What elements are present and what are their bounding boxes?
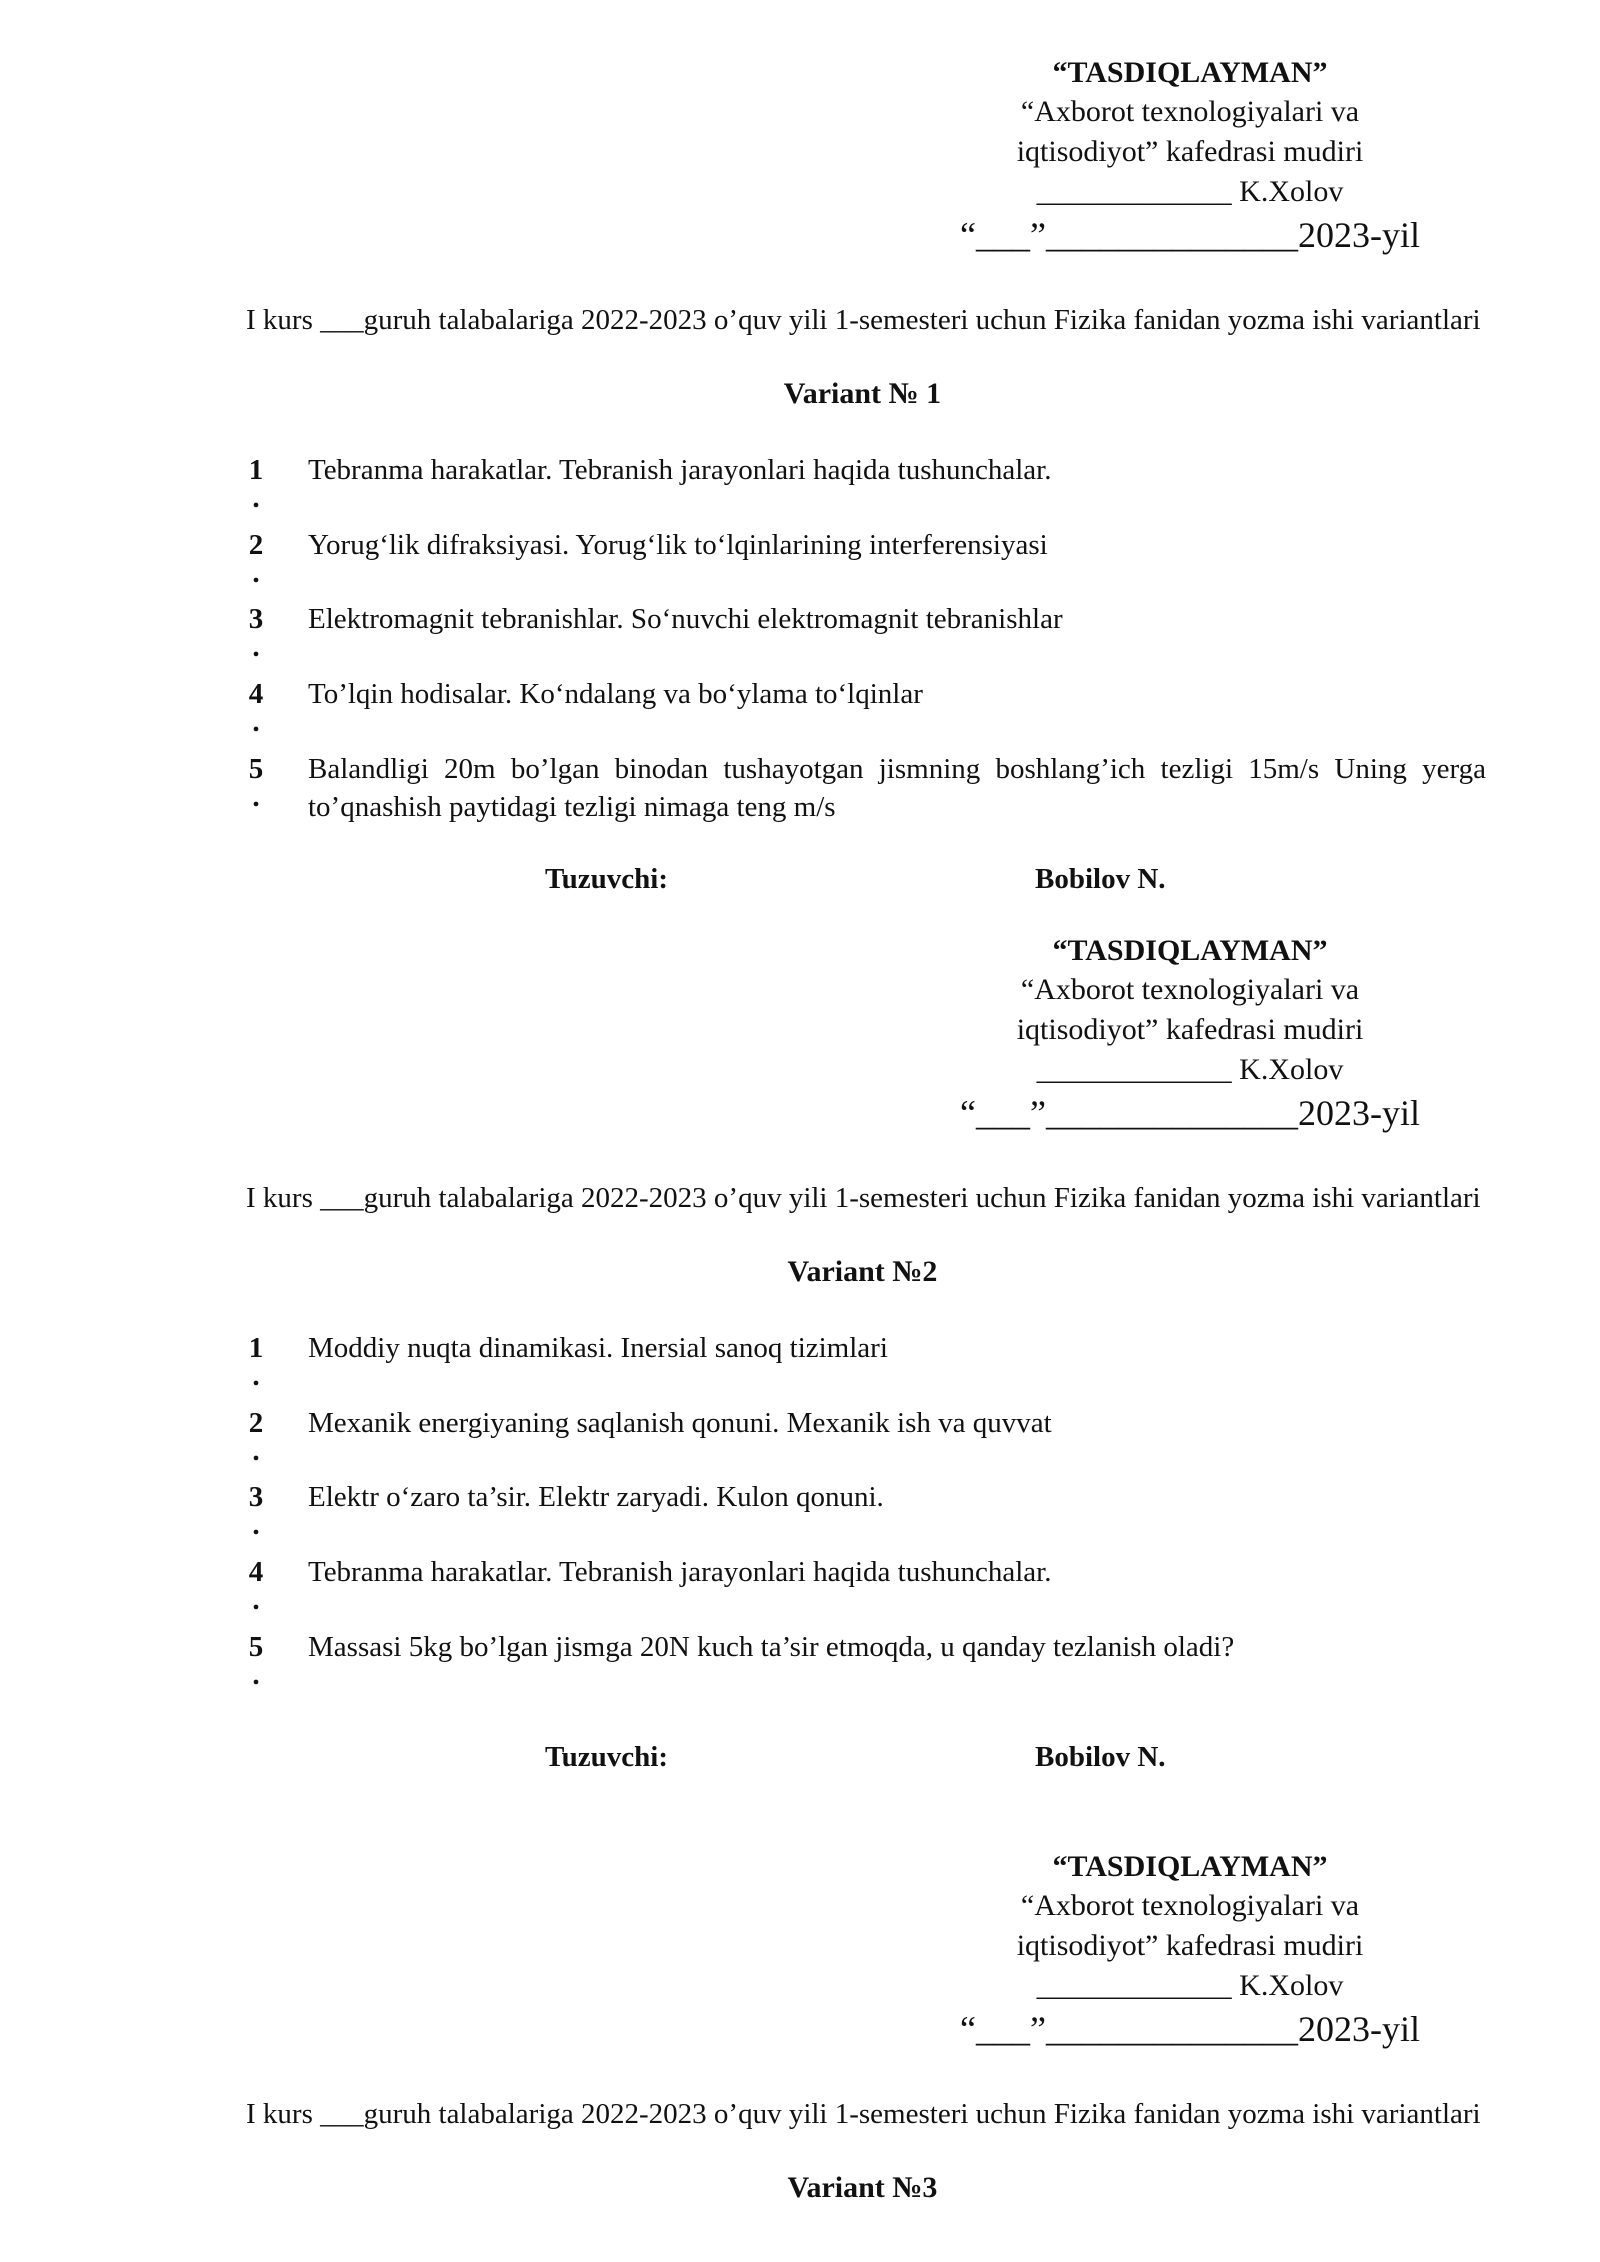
question-number: 2	[248, 1407, 264, 1439]
question-item	[246, 600, 1486, 663]
question-item	[246, 750, 1486, 830]
question-number: 3	[248, 1481, 264, 1513]
question-number-dot: .	[252, 1435, 260, 1467]
question-item	[246, 1404, 1486, 1467]
question-item	[246, 526, 1486, 589]
approval-title: “TASDIQLAYMAN”	[1052, 934, 1328, 967]
question-text: Tebranma harakatlar. Tebranish jarayonlari haqida tushunchalar.	[308, 1556, 1052, 1588]
approval-head-line: iqtisodiyot” kafedrasi mudiri	[1016, 1013, 1364, 1046]
approval-date-line: “___”______________2023-yil	[960, 215, 1420, 255]
question-number-dot: .	[252, 706, 260, 738]
question-item	[246, 1329, 1486, 1392]
question-item	[246, 1553, 1486, 1616]
question-text: To’lqin hodisalar. Ko‘ndalang va bo‘ylama to‘lqinlar	[308, 678, 923, 710]
question-number-dot: .	[252, 482, 260, 514]
question-number: 2	[248, 529, 264, 561]
intro-text: I kurs ___guruh talabalariga 2022-2023 o’quv yili 1-semesteri uchun Fizika fanidan yozma ishi variantlari	[246, 304, 1481, 336]
question-number: 5	[248, 1631, 264, 1663]
question-number: 4	[248, 1556, 264, 1588]
question-number-dot: .	[252, 631, 260, 663]
approval-signature-line: _____________ K.Xolov	[1036, 175, 1344, 208]
question-number-dot: .	[252, 1659, 260, 1691]
variant-title: Variant №3	[787, 2171, 938, 2204]
question-text: Tebranma harakatlar. Tebranish jarayonlari haqida tushunchalar.	[308, 454, 1052, 486]
approval-head-line: iqtisodiyot” kafedrasi mudiri	[1016, 1929, 1364, 1962]
approval-department-line: “Axborot texnologiyalari va	[1020, 95, 1360, 128]
question-item	[246, 1478, 1486, 1541]
variant-section-2	[0, 878, 1600, 1773]
approval-date-line: “___”______________2023-yil	[960, 2009, 1420, 2049]
question-item	[246, 451, 1486, 514]
variant-title: Variant № 1	[783, 377, 942, 410]
signature-label: Tuzuvchi:	[545, 863, 669, 895]
intro-text: I kurs ___guruh talabalariga 2022-2023 o’quv yili 1-semesteri uchun Fizika fanidan yozma ishi variantlari	[246, 1182, 1481, 1214]
approval-signature-line: _____________ K.Xolov	[1036, 1053, 1344, 1086]
question-number: 3	[248, 603, 264, 635]
approval-date-line: “___”______________2023-yil	[960, 1093, 1420, 1133]
question-text: Elektromagnit tebranishlar. So‘nuvchi elektromagnit tebranishlar	[308, 603, 1063, 635]
approval-title: “TASDIQLAYMAN”	[1052, 1850, 1328, 1883]
signature-name: Bobilov N.	[1035, 1741, 1166, 1773]
question-number-dot: .	[252, 1509, 260, 1541]
question-text: Mexanik energiyaning saqlanish qonuni. Mexanik ish va quvvat	[308, 1407, 1052, 1439]
question-number: 4	[248, 678, 264, 710]
variant-section-1	[0, 0, 1600, 895]
question-text: Moddiy nuqta dinamikasi. Inersial sanoq tizimlari	[308, 1332, 888, 1364]
question-text: Yorug‘lik difraksiyasi. Yorug‘lik to‘lqinlarining interferensiyasi	[308, 529, 1048, 561]
question-number-dot: .	[252, 1360, 260, 1392]
signature-name: Bobilov N.	[1035, 863, 1166, 895]
question-number-dot: .	[252, 1584, 260, 1616]
signature-label: Tuzuvchi:	[545, 1741, 669, 1773]
approval-department-line: “Axborot texnologiyalari va	[1020, 973, 1360, 1006]
approval-title: “TASDIQLAYMAN”	[1052, 56, 1328, 89]
question-number-dot: .	[252, 781, 260, 813]
approval-department-line: “Axborot texnologiyalari va	[1020, 1889, 1360, 1922]
question-number: 1	[248, 1332, 264, 1364]
question-number: 1	[248, 454, 264, 486]
variant-section-3	[0, 1794, 1600, 2262]
question-number: 5	[248, 753, 264, 785]
variant-title: Variant №2	[787, 1255, 938, 1288]
intro-text: I kurs ___guruh talabalariga 2022-2023 o’quv yili 1-semesteri uchun Fizika fanidan yozma ishi variantlari	[246, 2098, 1481, 2130]
question-text: Massasi 5kg bo’lgan jismga 20N kuch ta’sir etmoqda, u qanday tezlanish oladi?	[308, 1631, 1235, 1663]
approval-head-line: iqtisodiyot” kafedrasi mudiri	[1016, 135, 1364, 168]
question-text: Balandligi 20m bo’lgan binodan tushayotgan jismning boshlang’ich tezligi 15m/s Uning yerga to’qnashish paytidagi tezligi nimaga teng m/s	[308, 753, 1486, 823]
approval-signature-line: _____________ K.Xolov	[1036, 1969, 1344, 2002]
question-item	[246, 1628, 1486, 1691]
question-text: Elektr o‘zaro ta’sir. Elektr zaryadi. Kulon qonuni.	[308, 1481, 884, 1513]
question-item	[246, 675, 1486, 738]
question-number-dot: .	[252, 557, 260, 589]
